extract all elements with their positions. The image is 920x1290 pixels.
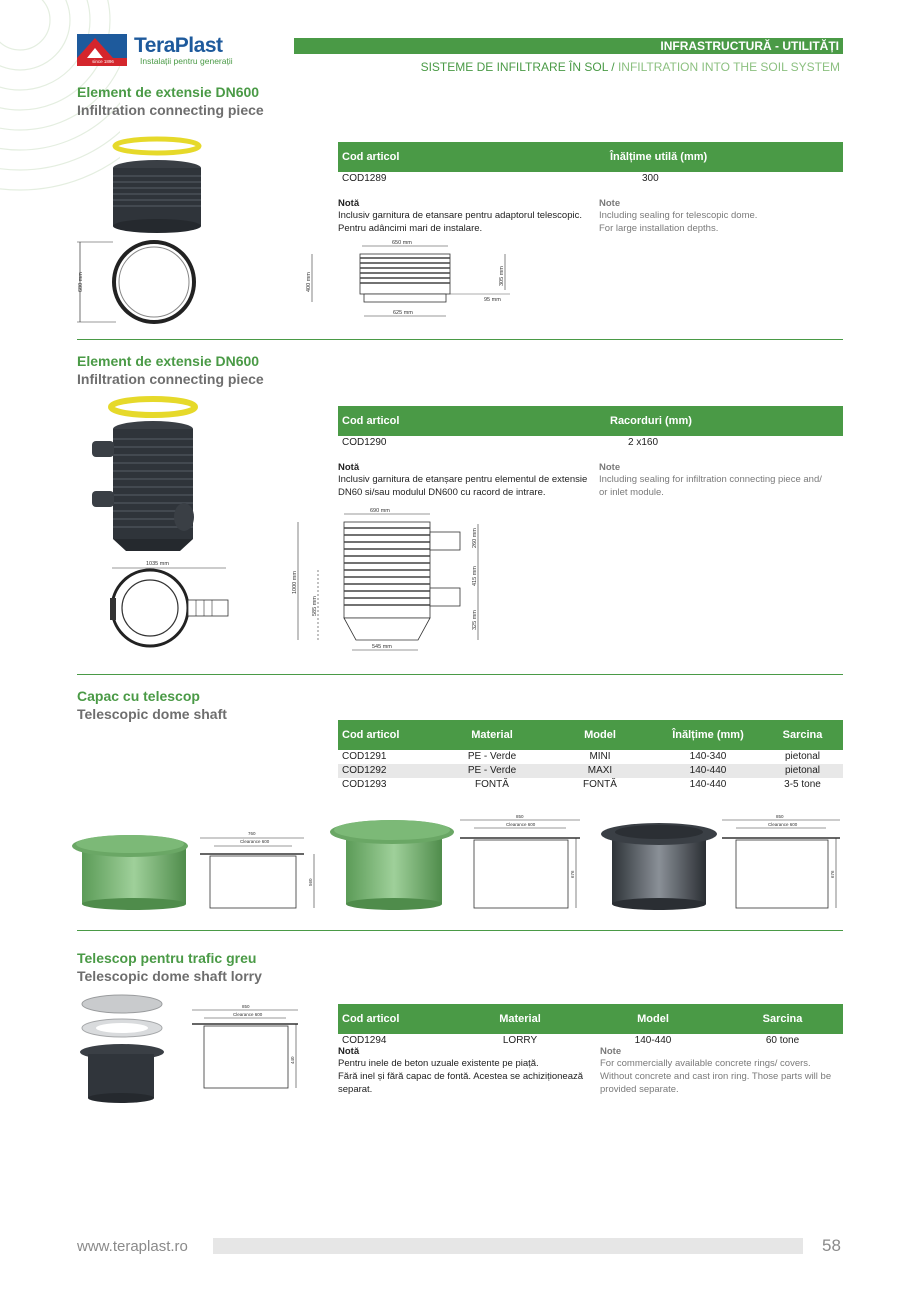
dim-585: 585 mm [312,596,318,616]
dim-560: 560 [308,878,313,886]
table-cell: LORRY [502,1035,538,1046]
logo[interactable] [77,34,247,70]
footer-url[interactable]: www.teraplast.ro [77,1238,188,1255]
table-cell: 140-440 [654,764,762,778]
dim-clearance: Clearance 600 [240,839,270,844]
note-title: Notă [338,462,360,473]
table-cell: COD1290 [342,437,387,448]
note-line: Including sealing for telescopic dome. [599,210,758,221]
section1-note-en [599,198,843,235]
table-cell: FONTĂ [475,779,509,790]
dim-676: 676 [570,870,575,878]
dim-95: 95 mm [484,297,501,303]
logo-tagline: Instalații pentru generații [140,56,233,66]
dim-850: 850 [516,814,524,819]
telescopic-dome-row [70,812,850,916]
th-cod: Cod articol [338,406,606,436]
table-row [338,764,843,778]
section4-note-en [600,1046,844,1096]
footer-bar [213,1238,803,1254]
table-cell: FONTĂ [583,779,617,790]
divider [77,674,843,675]
divider [77,339,843,340]
dim-850: 850 [776,814,784,819]
note-title: Note [599,198,621,209]
th-material: Material [438,720,546,750]
table-cell: pietonal [762,764,843,778]
th-cod: Cod articol [338,1004,456,1034]
table-cell: pietonal [784,751,821,762]
table-cell: 60 tone [765,1035,800,1046]
section4-title: Telescop pentru trafic greu [77,950,257,966]
dim-clearance: Clearance 600 [233,1012,263,1017]
note-line: For commercially available concrete rings/ covers. [600,1058,811,1069]
dim-clearance: Clearance 600 [768,822,798,827]
note-line: Pentru adâncimi mari de instalare. [338,223,483,234]
table-cell: COD1293 [342,779,387,790]
drawing-mini [200,838,314,908]
page-number: 58 [822,1236,841,1255]
note-title: Note [600,1046,622,1057]
table-row [338,778,843,792]
th-racorduri: Racorduri (mm) [606,406,843,436]
dim-400: 400 mm [306,272,312,292]
note-line: For large installation depths. [599,223,719,234]
th-material: Material [456,1004,584,1034]
section3-subtitle: Telescopic dome shaft [77,706,227,722]
note-line: DN60 si/sau modulul DN600 cu racord de intrare. [338,487,546,498]
note-line: Inclusiv garnitura de etanșare pentru elementul de extensie [338,474,588,485]
divider [77,930,843,931]
table-cell: COD1292 [338,764,438,778]
dome-maxi-green [330,820,454,910]
dim-545: 545 mm [372,644,392,650]
th-inaltime: Înălțime utilă (mm) [606,142,843,172]
dim-1035: 1035 mm [146,561,169,567]
dim-415: 415 mm [472,566,478,586]
note-line: Inclusiv garnitura de etansare pentru adaptorul telescopic. [338,210,582,221]
note-title: Note [599,462,621,473]
dim-clearance: Clearance 600 [506,822,536,827]
th-cod: Cod articol [338,720,438,750]
dome-mini-green [72,835,188,910]
dim-690: 690 mm [370,508,390,514]
dim-650: 650 mm [392,240,412,246]
th-sarcina: Sarcina [722,1004,843,1034]
dim-305: 305 mm [499,266,505,286]
table-cell: PE - Verde [438,764,546,778]
table-cell: 140-340 [689,751,727,762]
table-cell: 3-5 tone [784,779,821,790]
category-title: INFRASTRUCTURĂ - UTILITĂȚI [660,39,839,53]
table-cell: 140-440 [689,779,727,790]
table-cell: 2 x160 [628,437,659,448]
product-image-extension [76,132,216,327]
dim-850: 850 [242,1004,250,1009]
th-inaltime: Înălțime (mm) [654,720,762,750]
note-line: Pentru inele de beton uzuale existente pe piață. [338,1058,539,1069]
section2-subtitle: Infiltration connecting piece [77,371,264,387]
note-title: Notă [338,198,360,209]
logo-brand: TeraPlast [134,34,223,57]
th-sarcina: Sarcina [762,720,843,750]
note-line: separat. [338,1084,373,1095]
table-row [338,750,843,764]
section2-note-ro [338,462,593,499]
header-subtitle [421,60,840,74]
table-cell: COD1289 [342,173,387,184]
drawing-fonta [722,820,840,908]
section3-table [338,720,843,792]
note-line: Fără inel și fără capac de fontă. Acestea se achiziționează [338,1071,584,1082]
dim-325: 325 mm [472,610,478,630]
category-bar [294,38,843,54]
dim-676: 676 [830,870,835,878]
note-line: Without concrete and cast iron ring. Those parts will be [600,1071,832,1082]
dim-260: 260 mm [472,528,478,548]
section2-note-en [599,462,843,499]
dim-440: 440 [290,1056,295,1064]
section4-note-ro [338,1046,593,1096]
table-cell: COD1294 [342,1035,387,1046]
dim-625: 625 mm [393,310,413,316]
table-cell: COD1291 [342,751,387,762]
dome-fonta-dark [601,823,717,910]
note-title: Notă [338,1046,360,1057]
note-line: provided separate. [600,1084,679,1095]
note-line: Including sealing for infiltration connecting piece and/ [599,474,822,485]
section4-subtitle: Telescopic dome shaft lorry [77,968,262,984]
section4-table [338,1004,843,1048]
section1-subtitle: Infiltration connecting piece [77,102,264,118]
section2-title: Element de extensie DN600 [77,353,260,369]
th-cod: Cod articol [338,142,606,172]
table-cell: PE - Verde [467,751,517,762]
note-line: or inlet module. [599,487,664,498]
technical-drawing-extension [300,236,520,326]
table-cell: 300 [642,173,659,184]
dim-760: 760 [248,831,256,836]
table-cell: MAXI [546,764,654,778]
section1-table [338,142,843,186]
th-model: Model [584,1004,722,1034]
table-cell: MINI [589,751,611,762]
section1-note-ro [338,198,593,235]
logo-since: since 1896 [92,59,114,64]
section2-table [338,406,843,450]
drawing-maxi [460,820,580,908]
th-model: Model [546,720,654,750]
subtitle-ro: SISTEME DE INFILTRARE ÎN SOL / [420,60,615,74]
dim-680: 680 mm [78,272,84,292]
section3-title: Capac cu telescop [77,688,200,704]
subtitle-en: INFILTRATION INTO THE SOIL SYSTEM [614,60,840,74]
product-image-lorry [76,992,306,1108]
technical-drawing-connecting-piece [286,504,496,656]
table-cell: 140-440 [634,1035,672,1046]
dim-1000: 1000 mm [292,571,298,594]
section1-title: Element de extensie DN600 [77,84,260,100]
product-image-connecting-piece [80,393,240,658]
